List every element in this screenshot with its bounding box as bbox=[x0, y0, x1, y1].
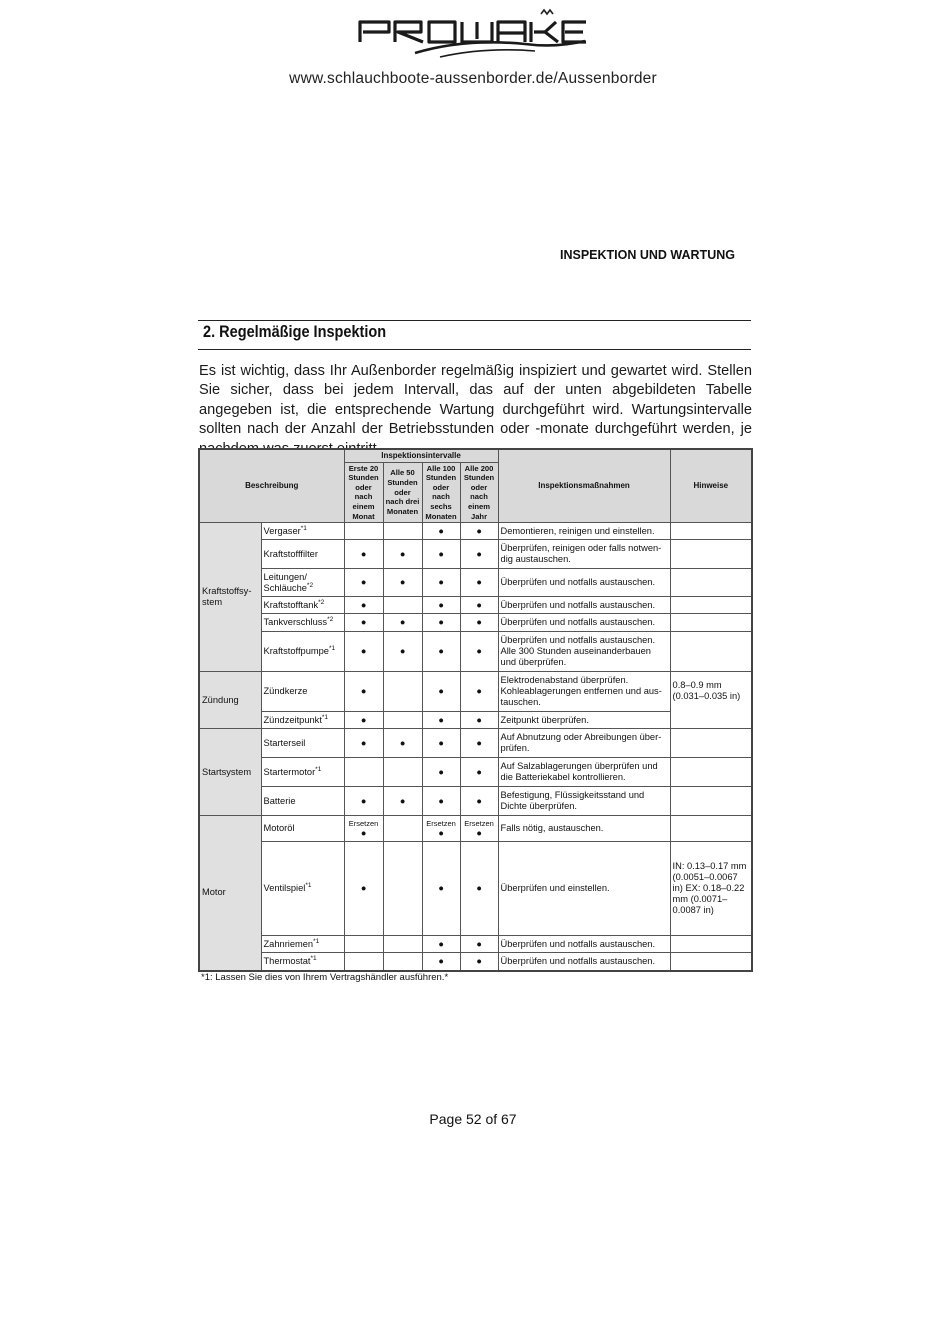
hint-cell bbox=[670, 614, 752, 632]
action-cell: Überprüfen und notfalls austauschen. Alle 300 Stunden auseinanderbauen und überprüfen. bbox=[498, 632, 670, 672]
item-cell: Starterseil bbox=[261, 729, 344, 758]
action-cell: Überprüfen und notfalls austauschen. bbox=[498, 614, 670, 632]
action-cell: Auf Salzablagerungen überprüfen und die Batteriekabel kontrollieren. bbox=[498, 758, 670, 787]
action-cell: Demontieren, reinigen und einstellen. bbox=[498, 523, 670, 540]
interval-cell: ● bbox=[460, 614, 498, 632]
item-cell: Startermotor$^{*1}$ bbox=[261, 758, 344, 787]
interval-cell: ● bbox=[460, 569, 498, 597]
interval-cell: ● bbox=[344, 569, 383, 597]
table-row bbox=[199, 540, 752, 569]
interval-cell: ● bbox=[422, 672, 460, 712]
table-row bbox=[199, 632, 752, 672]
interval-cell bbox=[344, 953, 383, 971]
table-row bbox=[199, 936, 752, 953]
interval-cell: ● bbox=[422, 597, 460, 614]
interval-cell: ● bbox=[383, 614, 422, 632]
interval-cell: ● bbox=[460, 758, 498, 787]
action-cell: Überprüfen und einstellen. bbox=[498, 842, 670, 936]
interval-cell: ● bbox=[422, 842, 460, 936]
interval-cell bbox=[383, 953, 422, 971]
header-interval-2: Alle 50 Stunden oder nach drei Monaten bbox=[383, 462, 422, 523]
page-number: Page 52 of 67 bbox=[429, 1111, 517, 1127]
interval-cell: ● bbox=[383, 729, 422, 758]
table-row bbox=[199, 953, 752, 971]
item-cell: Leitungen/ Schläuche$^{*2}$ bbox=[261, 569, 344, 597]
interval-cell: ● bbox=[422, 632, 460, 672]
item-cell: Tankverschluss$^{*2}$ bbox=[261, 614, 344, 632]
item-cell: Vergaser$^{*1}$ bbox=[261, 523, 344, 540]
interval-cell: ● bbox=[460, 672, 498, 712]
interval-cell: ● bbox=[344, 672, 383, 712]
item-cell: Kraftstoffpumpe$^{*1}$ bbox=[261, 632, 344, 672]
interval-cell: ● bbox=[460, 540, 498, 569]
hint-cell bbox=[670, 632, 752, 672]
header-intervals-group: Inspektionsintervalle bbox=[344, 449, 498, 462]
header-hinweise: Hinweise bbox=[670, 449, 752, 523]
interval-cell: ● bbox=[422, 953, 460, 971]
interval-cell: ● bbox=[344, 632, 383, 672]
title-rule-bottom bbox=[198, 349, 751, 350]
category-zuendung: Zündung bbox=[199, 672, 261, 729]
interval-cell: Ersetzen ● bbox=[460, 816, 498, 842]
interval-cell: ● bbox=[460, 936, 498, 953]
action-cell: Überprüfen und notfalls austauschen. bbox=[498, 597, 670, 614]
interval-cell bbox=[344, 523, 383, 540]
interval-cell: Ersetzen ● bbox=[422, 816, 460, 842]
interval-cell: ● bbox=[422, 936, 460, 953]
item-cell: Motoröl bbox=[261, 816, 344, 842]
interval-cell: ● bbox=[460, 729, 498, 758]
interval-cell: ● bbox=[383, 569, 422, 597]
hint-cell bbox=[670, 758, 752, 787]
section-header: INSPEKTION UND WARTUNG bbox=[560, 248, 735, 262]
interval-cell bbox=[383, 816, 422, 842]
interval-cell: ● bbox=[344, 712, 383, 729]
table-row bbox=[199, 569, 752, 597]
interval-cell bbox=[383, 523, 422, 540]
interval-cell: ● bbox=[460, 787, 498, 816]
table-row bbox=[199, 712, 752, 729]
interval-cell: ● bbox=[422, 758, 460, 787]
interval-cell bbox=[383, 672, 422, 712]
interval-cell: ● bbox=[422, 729, 460, 758]
interval-cell: ● bbox=[460, 597, 498, 614]
table-row bbox=[199, 729, 752, 758]
interval-cell: ● bbox=[460, 712, 498, 729]
section-title: 2. Regelmäßige Inspektion bbox=[203, 323, 387, 341]
action-cell: Überprüfen, reinigen oder falls notwen-dig austauschen. bbox=[498, 540, 670, 569]
hint-cell bbox=[670, 936, 752, 953]
interval-cell: ● bbox=[344, 614, 383, 632]
item-cell: Ventilspiel$^{*1}$ bbox=[261, 842, 344, 936]
header-interval-1: Erste 20 Stunden oder nach einem Monat bbox=[344, 462, 383, 523]
footnote: *1: Lassen Sie dies von Ihrem Vertragshändler ausführen.* bbox=[201, 972, 449, 983]
interval-cell bbox=[383, 842, 422, 936]
interval-cell: ● bbox=[344, 842, 383, 936]
category-kraftstoffsystem: Kraftstoffsy-stem bbox=[199, 523, 261, 672]
interval-cell bbox=[383, 597, 422, 614]
table-row bbox=[199, 614, 752, 632]
hint-cell bbox=[670, 569, 752, 597]
interval-cell: ● bbox=[422, 787, 460, 816]
interval-cell: ● bbox=[383, 540, 422, 569]
interval-cell bbox=[383, 712, 422, 729]
hint-cell: 0.8–0.9 mm (0.031–0.035 in) bbox=[670, 672, 752, 729]
title-rule-top bbox=[198, 320, 751, 321]
table-row bbox=[199, 842, 752, 936]
interval-cell: ● bbox=[344, 540, 383, 569]
category-motor: Motor bbox=[199, 816, 261, 971]
action-cell: Zeitpunkt überprüfen. bbox=[498, 712, 670, 729]
item-cell: Zahnriemen$^{*1}$ bbox=[261, 936, 344, 953]
interval-cell: ● bbox=[383, 787, 422, 816]
inspection-table bbox=[198, 448, 753, 972]
table-row bbox=[199, 816, 752, 842]
interval-cell bbox=[383, 936, 422, 953]
item-cell: Batterie bbox=[261, 787, 344, 816]
item-cell: Zündkerze bbox=[261, 672, 344, 712]
hint-cell bbox=[670, 816, 752, 842]
interval-cell: ● bbox=[460, 953, 498, 971]
interval-cell: ● bbox=[460, 523, 498, 540]
action-cell: Befestigung, Flüssigkeitsstand und Dichte überprüfen. bbox=[498, 787, 670, 816]
header-interval-4: Alle 200 Stunden oder nach einem Jahr bbox=[460, 462, 498, 523]
prowake-logo bbox=[355, 8, 590, 60]
interval-cell bbox=[383, 758, 422, 787]
interval-cell: Ersetzen ● bbox=[344, 816, 383, 842]
item-cell: Kraftstofffilter bbox=[261, 540, 344, 569]
action-cell: Überprüfen und notfalls austauschen. bbox=[498, 569, 670, 597]
interval-cell: ● bbox=[422, 614, 460, 632]
table-row bbox=[199, 758, 752, 787]
action-cell: Überprüfen und notfalls austauschen. bbox=[498, 953, 670, 971]
action-cell: Elektrodenabstand überprüfen. Kohleablagerungen entfernen und aus-tauschen. bbox=[498, 672, 670, 712]
action-cell: Überprüfen und notfalls austauschen. bbox=[498, 936, 670, 953]
category-startsystem: Startsystem bbox=[199, 729, 261, 816]
hint-cell bbox=[670, 597, 752, 614]
interval-cell: ● bbox=[422, 569, 460, 597]
item-cell: Kraftstofftank$^{*2}$ bbox=[261, 597, 344, 614]
hint-cell bbox=[670, 953, 752, 971]
interval-cell: ● bbox=[460, 632, 498, 672]
intro-paragraph: Es ist wichtig, dass Ihr Außenborder regelmäßig inspiziert und gewartet wird. Stellen Sie sicher, dass bei jedem Intervall, das auf der unten abgebildeten Tabelle angegeben ist, die entsprechende Wartung durchgeführt wird. Wartungsintervalle sollten nach der Anzahl der Betriebsstunden oder -monate durchgeführt werden, je bbox=[199, 363, 752, 438]
action-cell: Falls nötig, austauschen. bbox=[498, 816, 670, 842]
item-cell: Zündzeitpunkt$^{*1}$ bbox=[261, 712, 344, 729]
item-cell: Thermostat$^{*1}$ bbox=[261, 953, 344, 971]
hint-cell bbox=[670, 523, 752, 540]
interval-cell: ● bbox=[344, 729, 383, 758]
header-massnahmen: Inspektionsmaßnahmen bbox=[498, 449, 670, 523]
interval-cell bbox=[344, 936, 383, 953]
interval-cell: ● bbox=[344, 597, 383, 614]
interval-cell: ● bbox=[422, 712, 460, 729]
table-row bbox=[199, 787, 752, 816]
interval-cell: ● bbox=[383, 632, 422, 672]
interval-cell: ● bbox=[460, 842, 498, 936]
hint-cell bbox=[670, 729, 752, 758]
table-row bbox=[199, 672, 752, 712]
interval-cell: ● bbox=[422, 523, 460, 540]
hint-cell: IN: 0.13–0.17 mm (0.0051–0.0067 in) EX: 0.18–0.22 mm (0.0071–0.0087 in) bbox=[670, 842, 752, 936]
interval-cell bbox=[344, 758, 383, 787]
interval-cell: ● bbox=[344, 787, 383, 816]
table-row bbox=[199, 597, 752, 614]
table-row bbox=[199, 523, 752, 540]
header-interval-3: Alle 100 Stunden oder nach sechs Monaten bbox=[422, 462, 460, 523]
site-url: www.schlauchboote-aussenborder.de/Aussenborder bbox=[289, 70, 657, 87]
hint-cell bbox=[670, 540, 752, 569]
hint-cell bbox=[670, 787, 752, 816]
interval-cell: ● bbox=[422, 540, 460, 569]
header-beschreibung: Beschreibung bbox=[199, 449, 344, 523]
action-cell: Auf Abnutzung oder Abreibungen über-prüfen. bbox=[498, 729, 670, 758]
